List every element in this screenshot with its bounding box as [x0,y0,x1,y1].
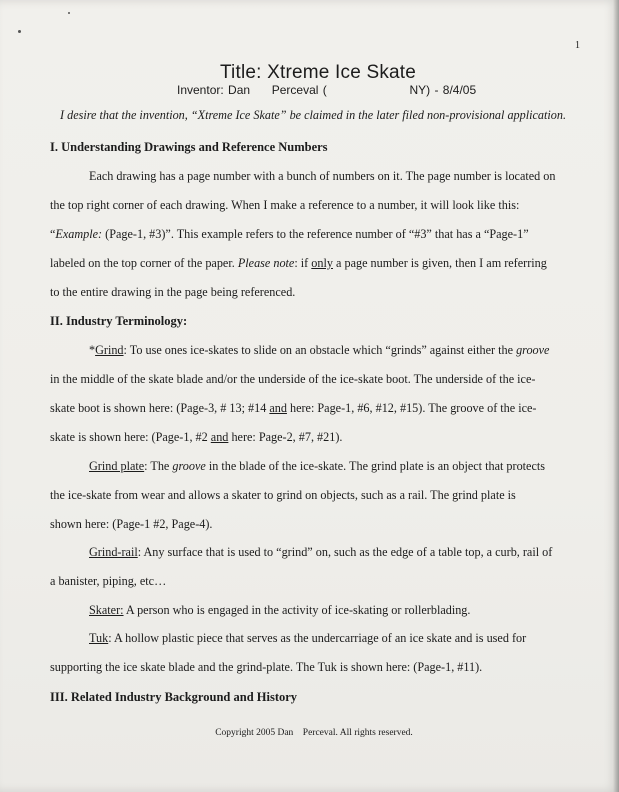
document-title: Title: Xtreme Ice Skate [219,62,417,83]
grind-rail-definition-line-2: a banister, piping, etc… [50,574,167,588]
skater-definition-line-1 [89,603,470,618]
term-tuk: Tuk [89,631,109,645]
line-text: : A hollow plastic piece that serves as the undercarriage of an ice skate and is used for [108,631,527,645]
copyright-text: Copyright 2005 Dan [215,728,294,738]
grind-definition-line-1: *Grind: To use ones ice-skates to slide on an obstacle which “grinds” against either the groove [89,343,550,357]
inventor-location-date: NY) - 8/4/05 [409,83,477,97]
term-grind: Grind [95,343,124,357]
scan-speck [18,30,21,33]
term-grind-rail: Grind-rail [89,545,138,559]
line-text: : Any surface that is used to “grind” on, such as the edge of a table top, a curb, rail of [137,545,553,559]
line-text: labeled on the top corner of the paper. [50,256,238,270]
line-text: here: Page-2, #7, #21). [228,430,343,444]
line-text: here: Page-1, #6, #12, #15). The groove of the ice- [286,401,537,415]
line-text: : The [144,459,173,473]
inventor-surname: Perceval ( [271,83,327,97]
and-emphasis: and [210,430,229,444]
groove-emphasis: groove [516,343,550,357]
inventor-line [177,83,476,97]
scan-speck [68,12,70,14]
grind-plate-definition-line-1 [89,459,545,474]
term-grind-plate: Grind plate [89,459,145,473]
tuk-definition-line-2: supporting the ice skate blade and the grind-plate. The Tuk is shown here: (Page-1, #11). [50,660,483,674]
grind-plate-definition-line-3: shown here: (Page-1 #2, Page-4). [50,517,213,531]
only-emphasis: only [311,256,333,270]
line-text: A person who is engaged in the activity of ice-skating or rollerblading. [123,603,471,617]
section-1-line-5: to the entire drawing in the page being referenced. [50,285,296,299]
section-1-line-3 [50,227,529,242]
section-1-heading: I. Understanding Drawings and Reference Numbers [50,140,328,154]
groove-emphasis: groove [172,459,206,473]
line-text: skate boot is shown here: (Page-3, # 13; #14 [50,401,270,415]
section-3-heading: III. Related Industry Background and History [50,690,298,704]
claim-statement: I desire that the invention, “Xtreme Ice Skate” be claimed in the later filed non-provisional application. [60,108,567,122]
grind-definition-line-3 [50,401,537,416]
and-emphasis: and [269,401,287,415]
line-text: a page number is given, then I am referring [332,256,547,270]
example-text: (Page-1, #3)”. This example refers to the reference number of “#3” that has a “Page-1” [102,227,529,241]
inventor-label: Inventor: Dan [177,83,251,97]
redacted-region [331,86,405,96]
page-number: 1 [575,40,580,51]
grind-definition-line-2: in the middle of the skate blade and/or the underside of the ice-skate boot. The underside of the ice- [50,372,536,386]
grind-plate-definition-line-2: the ice-skate from wear and allows a skater to grind on objects, such as a rail. The grind plate is [50,488,516,502]
grind-definition-line-4 [50,430,342,445]
open-quote: “ [50,227,56,241]
line-text: : To use ones ice-skates to slide on an obstacle which “grinds” against either the [123,343,517,357]
section-1-line-4 [50,256,547,271]
copyright-footer [0,728,619,738]
line-text: skate is shown here: (Page-1, #2 [50,430,211,444]
section-1-line-1: Each drawing has a page number with a bunch of numbers on it. The page number is located on [89,169,556,183]
grind-rail-definition-line-1 [89,545,552,560]
example-label: Example: [55,227,103,241]
copyright-text: Perceval. All rights reserved. [302,728,413,738]
line-text: in the blade of the ice-skate. The grind plate is an object that protects [205,459,545,473]
section-2-heading: II. Industry Terminology: [50,314,188,328]
please-note-label: Please note [237,256,295,270]
term-skater: Skater: [89,603,124,617]
page-edge-shadow [613,0,619,792]
line-text: : if [294,256,312,270]
tuk-definition-line-1 [89,631,526,646]
section-1-line-2: the top right corner of each drawing. When I make a reference to a number, it will look like this: [50,198,520,212]
